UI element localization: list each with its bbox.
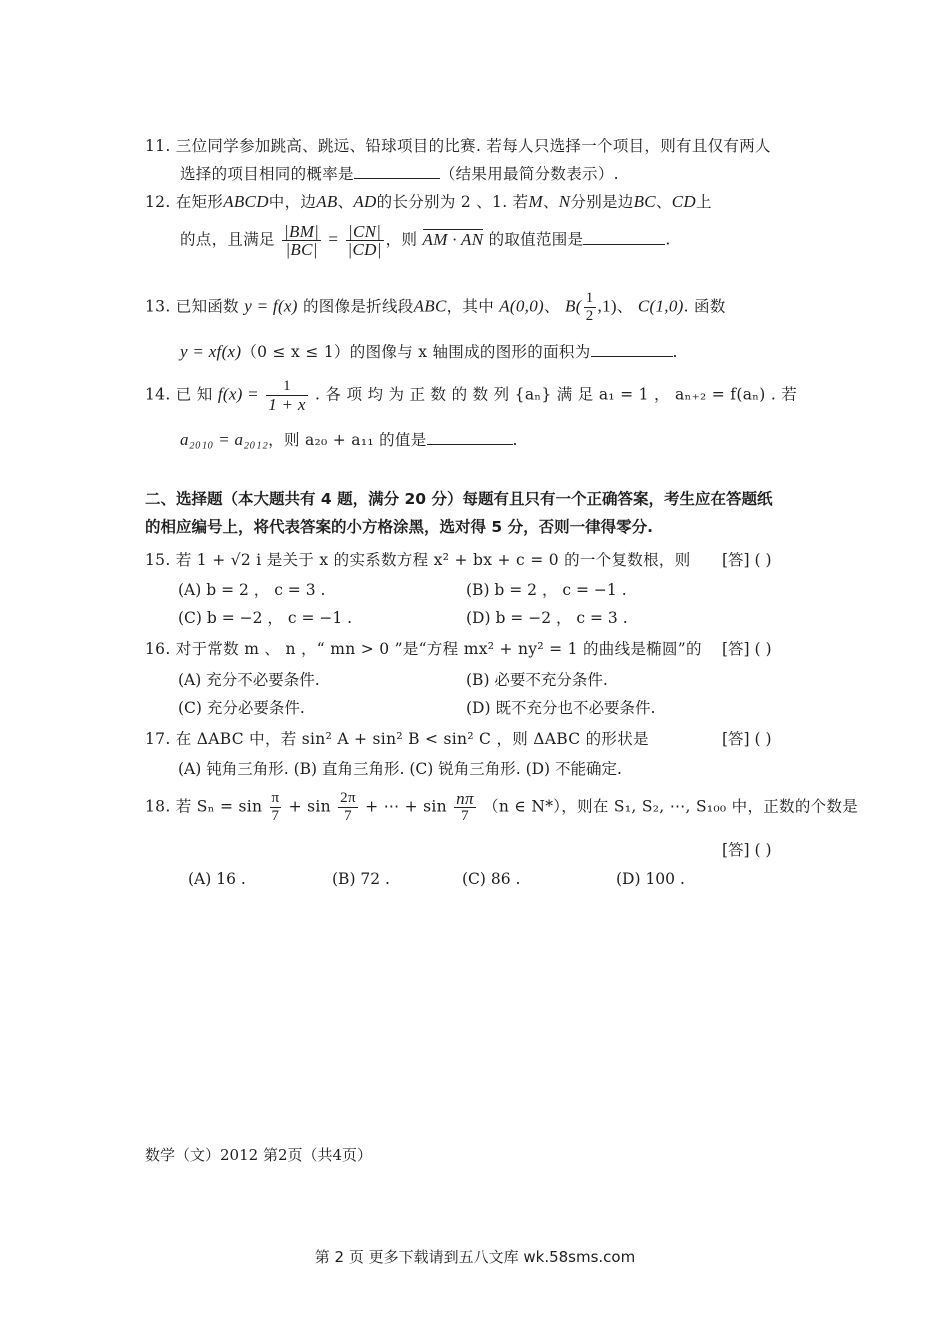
q18-option-b[interactable]: (B) 72 .: [332, 870, 390, 888]
answer-blank: [354, 164, 440, 179]
q12-line2: 的点，且满足 $\frac{|BM|}{|BC|}$ = $\frac{|CN|}{|CD|}$ ，则 AM · AN 的取值范围是 .: [180, 222, 671, 259]
q14-line2: a₂₀₁₀ = a₂₀₁₂，则 a₂₀ + a₁₁ 的值是 .: [180, 430, 518, 449]
q11-line2: 选择的项目相同的概率是 （结果用最简分数表示）.: [180, 165, 619, 183]
q13-line1: 13. 已知函数 y = f(x) 的图像是折线段ABC，其中 A(0,0)、 B( $\frac{1}{2}$ ,1)、 C(1,0). 函数: [145, 290, 726, 324]
q18-answer-box[interactable]: [答] ( ): [722, 841, 772, 859]
q14-line1: 14. 已 知 f(x) = $\frac{1}{1 + x}$ . 各 项 均 为 正 数 的 数 列 {aₙ} 满 足 a₁ = 1 ， aₙ₊₂ = f(aₙ) . 若: [145, 378, 798, 414]
fraction-2pi-over-7: $\frac{2\pi}{7}$: [340, 790, 356, 824]
fraction-cn-cd: $\frac{|CN|}{|CD|}$: [347, 222, 382, 259]
q11-line1: 11. 三位同学参加跳高、跳远、铅球项目的比赛. 若每人只选择一个项目，则有且仅有两人: [145, 137, 771, 155]
fraction-bm-bc: $\frac{|BM|}{|BC|}$: [284, 222, 320, 259]
section2-heading-line1: 二、选择题（本大题共有 4 题，满分 20 分）每题有且只有一个正确答案，考生应在答题纸: [145, 490, 773, 508]
answer-blank: [427, 430, 513, 445]
q18-option-c[interactable]: (C) 86 .: [462, 870, 521, 888]
page-footer: 数学（文）2012 第2页（共4页）: [145, 1146, 373, 1164]
q12-line1: 12. 在矩形ABCD中，边AB、AD的长分别为 2 、1. 若M、N分别是边BC、CD上: [145, 192, 712, 211]
q16-option-a[interactable]: (A) 充分不必要条件.: [178, 671, 320, 689]
q15-option-a[interactable]: (A) b = 2 ， c = 3 .: [178, 581, 326, 599]
fraction-1-over-1-plus-x: $\frac{1}{1 + x}$: [268, 378, 306, 414]
q16-option-d[interactable]: (D) 既不充分也不必要条件.: [466, 699, 656, 717]
section2-heading-line2: 的相应编号上，将代表答案的小方格涂黑，选对得 5 分，否则一律得零分.: [145, 518, 653, 536]
q15-option-c[interactable]: (C) b = −2 ， c = −1 .: [178, 609, 353, 627]
q15-stem: 15. 若 1 + √2 i 是关于 x 的实系数方程 x² + bx + c = 0 的一个复数根，则: [145, 551, 691, 569]
answer-blank: [583, 230, 665, 245]
dot-product: AM · AN: [422, 229, 484, 249]
q16-option-b[interactable]: (B) 必要不充分条件.: [466, 671, 608, 689]
answer-blank: [591, 342, 673, 357]
q18-option-a[interactable]: (A) 16 .: [188, 870, 246, 888]
fraction-npi-over-7: $\frac{n\pi}{7}$: [456, 789, 474, 824]
q15-answer-box[interactable]: [答] ( ): [722, 551, 772, 569]
q16-stem: 16. 对于常数 m 、 n ，“ mn > 0 ”是“方程 mx² + ny² = 1 的曲线是椭圆”的: [145, 640, 702, 658]
q18-stem: 18. 若 Sₙ = sin $\frac{\pi}{7}$ + sin $\frac{2\pi}{7}$ + ⋯ + sin $\frac{n\pi}{7}$ （n ∈ N*），则在 S₁, S₂, ⋯, S₁₀₀ 中，正数的个数是: [145, 789, 859, 824]
q17-options[interactable]: (A) 钝角三角形. (B) 直角三角形. (C) 锐角三角形. (D) 不能确定.: [178, 760, 622, 778]
q17-answer-box[interactable]: [答] ( ): [722, 730, 772, 748]
download-note: 第 2 页 更多下载请到五八文库 wk.58sms.com: [314, 1248, 636, 1266]
q15-option-b[interactable]: (B) b = 2 ， c = −1 .: [466, 581, 627, 599]
fraction-pi-over-7: $\frac{\pi}{7}$: [271, 790, 280, 824]
fraction-half: $\frac{1}{2}$: [585, 290, 594, 324]
q18-option-d[interactable]: (D) 100 .: [616, 870, 685, 888]
q16-answer-box[interactable]: [答] ( ): [722, 640, 772, 658]
q15-option-d[interactable]: (D) b = −2 ， c = 3 .: [466, 609, 628, 627]
q13-line2: y = xf(x)（0 ≤ x ≤ 1）的图像与 x 轴围成的图形的面积为 .: [180, 342, 678, 361]
q17-stem: 17. 在 ΔABC 中，若 sin² A + sin² B < sin² C ，则 ΔABC 的形状是: [145, 730, 649, 748]
q16-option-c[interactable]: (C) 充分必要条件.: [178, 699, 305, 717]
